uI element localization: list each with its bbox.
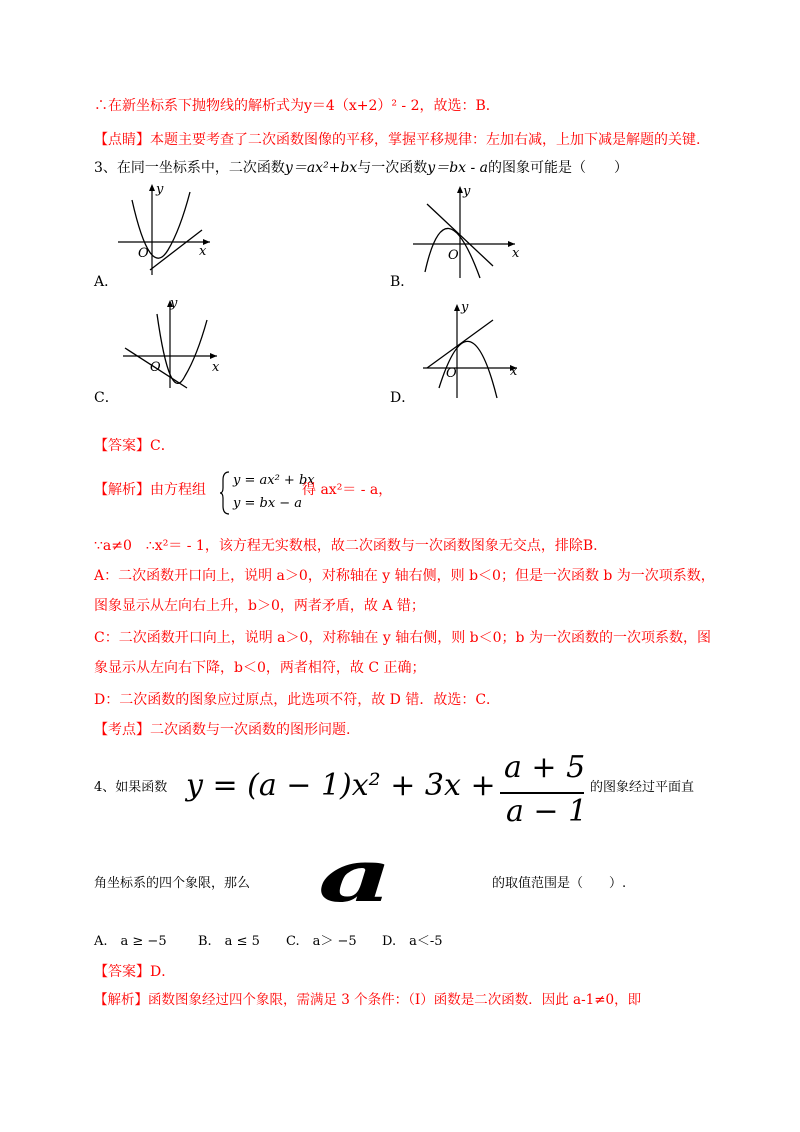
analysis-line-b2: 图象显示从左向右上升，b＞0，两者矛盾，故 A 错； <box>94 598 425 614</box>
system-eq1: y = ax² + bx <box>233 473 315 488</box>
analysis-line-c1: C：二次函数开口向上，说明 a＞0，对称轴在 y 轴右侧，则 b＜0；b 为一次函数的一次项系数，图 <box>94 630 711 646</box>
analysis-3-tail: 得 ax²＝ - a， <box>302 482 393 498</box>
option-b-label: B． <box>390 274 415 290</box>
graph-c-origin: O <box>150 360 161 375</box>
q3-expr1: y＝ax²+bx <box>284 160 358 176</box>
q4-option-a: A. a ≥ −5 <box>94 934 167 949</box>
analysis-line-b1: A：二次函数开口向上，说明 a＞0，对称轴在 y 轴右侧，则 b＜0；但是一次函数 b 为一次项系数， <box>94 568 715 584</box>
q4-option-b: B. a ≤ 5 <box>198 934 260 949</box>
answer-3: 【答案】C． <box>94 438 175 454</box>
q4-option-c: C. a＞ −5 <box>286 934 357 949</box>
graph-a-origin: O <box>138 246 149 261</box>
graph-d <box>415 300 530 400</box>
option-d-label: D． <box>390 390 416 406</box>
system-eq2: y = bx − a <box>233 496 303 511</box>
dianjing-note: 【点睛】本题主要考查了二次函数图像的平移，掌握平移规律：左加右减，上加下减是解题的关键. <box>94 132 701 148</box>
graph-d-origin: O <box>446 366 457 381</box>
graph-a-x: x <box>199 244 207 259</box>
q4-formula: y = (a − 1)x² + 3x + <box>186 768 496 803</box>
conclusion-line: ∴在新坐标系下抛物线的解析式为y＝4（x+2）² - 2，故选：B． <box>94 98 500 114</box>
answer-4: 【答案】D． <box>94 964 176 980</box>
kaodian-note: 【考点】二次函数与一次函数的图形问题. <box>94 722 351 738</box>
graph-c-x: x <box>212 360 220 375</box>
graph-b-y: y <box>463 184 471 199</box>
question-3 <box>94 158 628 178</box>
q3-num: 3、在同一坐标系中，二次函数 <box>94 160 285 176</box>
q3-expr2: y＝bx - a <box>427 160 489 176</box>
q4-option-d: D. a＜-5 <box>382 934 443 949</box>
q4-line2-right: 的取值范围是（ ）. <box>492 876 627 891</box>
graph-d-x: x <box>510 364 518 379</box>
graph-d-y: y <box>461 300 469 315</box>
q4-tail: 的图象经过平面直 <box>590 780 695 795</box>
q3-mid: 与一次函数 <box>357 160 428 176</box>
graph-c-y: y <box>170 296 178 311</box>
q4-frac-den: a − 1 <box>506 794 588 829</box>
graph-b-origin: O <box>448 248 459 263</box>
graph-a <box>110 180 230 280</box>
q4-frac-num: a + 5 <box>504 750 586 785</box>
graph-a-y: y <box>156 182 164 197</box>
q4-num: 4、如果函数 <box>94 780 168 795</box>
q4-line2-left: 角坐标系的四个象限，那么 <box>94 876 251 891</box>
option-c-label: C． <box>94 390 119 406</box>
graph-b-x: x <box>512 246 520 261</box>
q3-tail: 的图象可能是（ ） <box>488 160 629 176</box>
option-a-label: A． <box>94 274 119 290</box>
analysis-line-a: ∵a≠0 ∴x²＝ - 1，该方程无实数根，故二次函数与一次函数图象无交点，排除B. <box>94 538 598 554</box>
system-brace <box>219 470 231 516</box>
analysis-3-head: 【解析】由方程组 <box>94 482 206 498</box>
analysis-line-d: D：二次函数的图象应过原点，此选项不符，故 D 错．故选：C． <box>94 692 501 708</box>
big-a-symbol: a <box>318 833 393 918</box>
analysis-4: 【解析】函数图象经过四个象限，需满足 3 个条件：（Ⅰ）函数是二次函数．因此 a-1≠0，即 <box>94 992 642 1008</box>
analysis-line-c2: 象显示从左向右下降，b＜0，两者相符，故 C 正确； <box>94 660 426 676</box>
